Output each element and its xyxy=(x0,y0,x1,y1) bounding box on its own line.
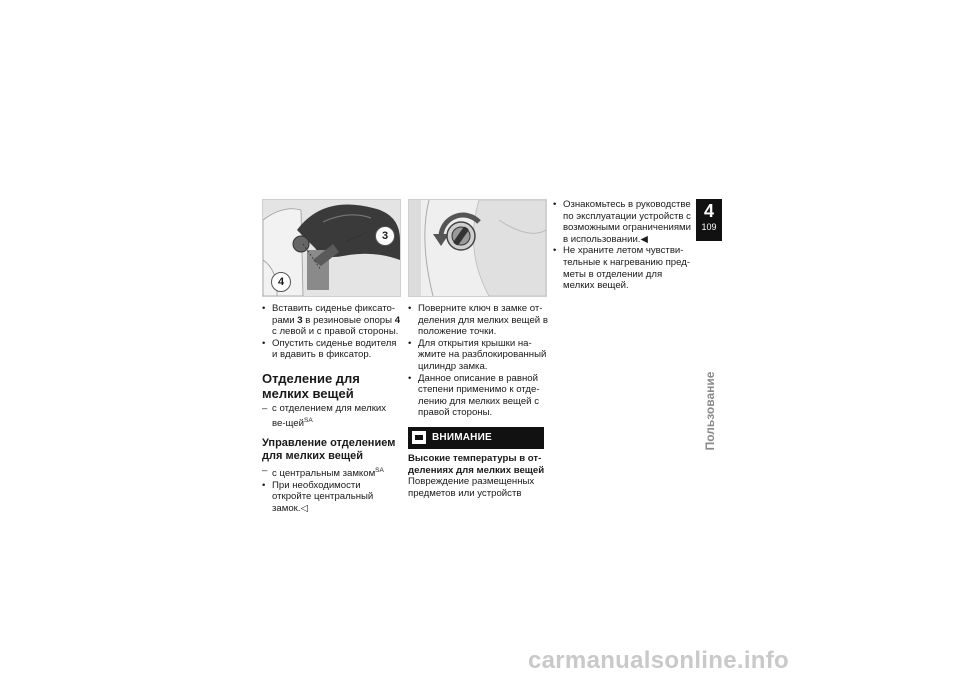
ref-number: 3 xyxy=(297,314,303,326)
text: в резиновые опоры xyxy=(302,314,395,326)
ref-number: 4 xyxy=(394,314,401,326)
text: Вставить сиденье фиксато-рами xyxy=(272,303,396,326)
warning-book-icon xyxy=(412,431,426,444)
list-item xyxy=(408,373,548,419)
list-item xyxy=(262,465,402,480)
list-item xyxy=(553,199,693,245)
text: Не храните летом чувстви-тельные к нагреванию пред-меты в отделении для мелких вещей. xyxy=(563,245,691,292)
text: При необходимости откройте центральный замок.◁ xyxy=(272,479,374,514)
text: Опустить сиденье водителя и вдавить в фиксатор. xyxy=(272,337,397,361)
lock-illustration xyxy=(409,200,546,296)
lock-instructions xyxy=(262,480,402,515)
label-3-badge: 3 xyxy=(375,226,395,246)
text: Ознакомьтесь в руководстве по эксплуатации устройств с возможными ограничениями в использовании.◀ xyxy=(563,199,691,245)
warning-banner xyxy=(408,427,544,449)
list-item xyxy=(408,338,548,373)
list-item xyxy=(262,303,402,338)
label-4-badge: 4 xyxy=(271,272,291,292)
option-list xyxy=(262,465,402,480)
column-middle xyxy=(408,199,548,499)
compartment-instructions xyxy=(408,303,548,419)
watermark: carmanualsonline.info xyxy=(528,647,790,674)
list-item xyxy=(553,245,693,291)
list-item xyxy=(408,303,548,338)
chapter-title xyxy=(700,360,720,480)
chapter-tab xyxy=(696,199,722,241)
option-list xyxy=(262,403,402,429)
page-number: 109 xyxy=(701,222,717,232)
section-heading: Отделение для мелких вещей xyxy=(262,370,360,401)
seat-instructions xyxy=(262,303,402,361)
column-left xyxy=(262,199,402,515)
warning-label: ВНИМАНИЕ xyxy=(432,432,492,444)
text: Для открытия крышки на-жмите на разблокированный цилиндр замка. xyxy=(418,337,547,372)
usage-notes xyxy=(553,199,693,292)
text: с центральным замком xyxy=(272,468,376,480)
text: с отделением для мелких ве-щей xyxy=(272,402,387,429)
chapter-title-text: Пользование xyxy=(703,371,717,451)
text: Поверните ключ в замке от-деления для мелких вещей в положение точки. xyxy=(418,303,548,338)
text: с левой и с правой стороны. xyxy=(272,326,399,338)
chapter-number: 4 xyxy=(703,201,714,221)
warning-body: Повреждение размещенных предметов или устройств xyxy=(408,476,535,499)
subsection-heading: Управление отделением для мелких вещей xyxy=(262,437,396,463)
list-item xyxy=(262,338,402,361)
column-right xyxy=(553,199,693,292)
list-item xyxy=(262,480,402,515)
text: Данное описание в равной степени применимо к отде-лению для мелких вещей с правой стороны. xyxy=(418,372,540,419)
list-item xyxy=(262,403,402,429)
warning-title: Высокие температуры в от-делениях для мелких вещей xyxy=(408,452,545,476)
sa-badge: SA xyxy=(304,416,313,424)
sa-badge: SA xyxy=(375,467,384,475)
seat-mount-photo xyxy=(262,199,401,297)
lock-photo xyxy=(408,199,547,297)
